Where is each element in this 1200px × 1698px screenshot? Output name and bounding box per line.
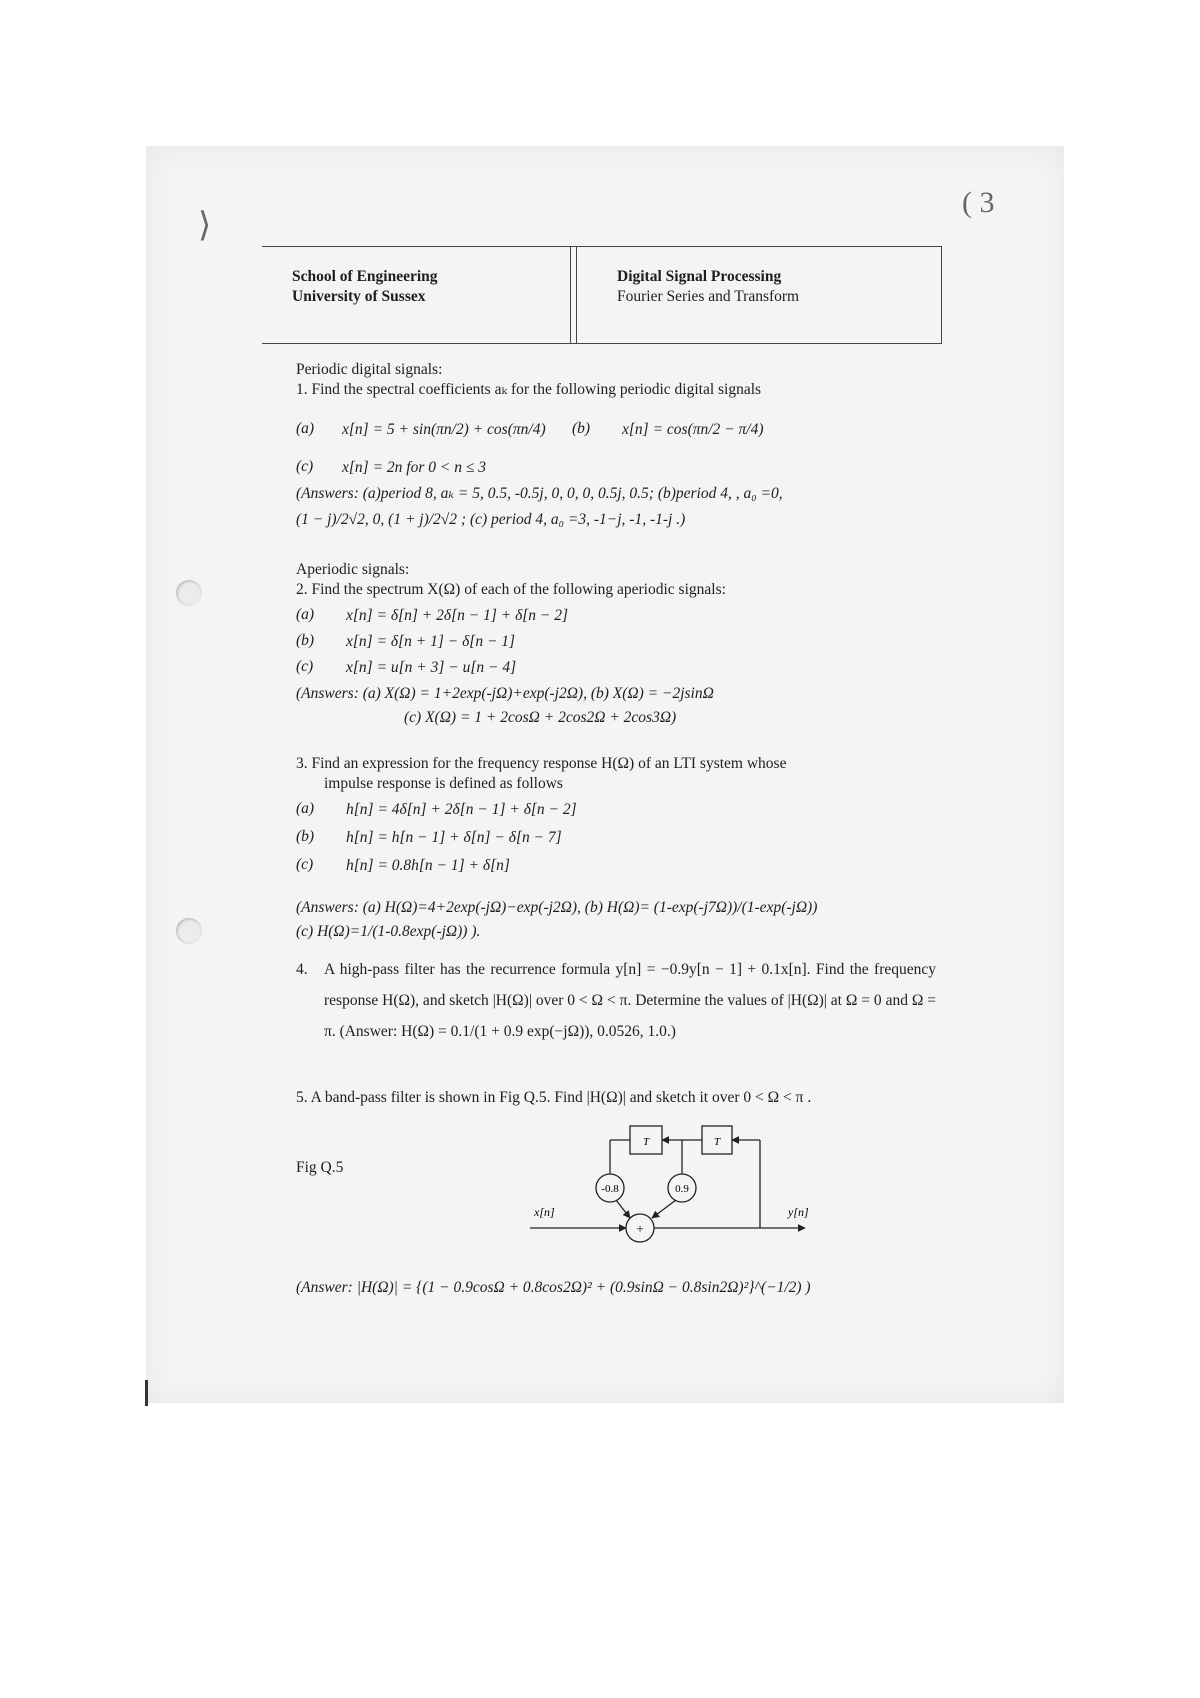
question-4-text: A high-pass filter has the recurrence formula y[n] = −0.9y[n − 1] + 0.1x[n]. Find the frequency response H(Ω), and sketch |H(Ω)| over 0 < Ω < π. Determine the values of |H(Ω)| at Ω = 0 and Ω = π. (Answer: H(Ω) = 0.1/(1 + 0.9 exp(−jΩ)), 0.0526, 1.0.) [324,961,936,1040]
q2-label-c: (c) [296,658,314,675]
question-1: 1. Find the spectral coefficients aₖ for the following periodic digital signals [296,381,762,398]
q3-eq-a: h[n] = 4δ[n] + 2δ[n − 1] + δ[n − 2] [346,801,577,818]
punch-hole-upper [176,580,202,606]
q2-label-a: (a) [296,606,315,623]
q1-label-c: (c) [296,458,314,475]
q3-label-a: (a) [296,800,315,817]
summer-label: + [636,1221,644,1236]
q3-eq-b: h[n] = h[n − 1] + δ[n] − δ[n − 7] [346,829,562,846]
q2-answer-line1: (Answers: (a) X(Ω) = 1+2exp(-jΩ)+exp(-j2Ω), (b) X(Ω) = −2jsinΩ [296,685,714,702]
corner-page-mark: ( 3 [962,186,995,219]
q1-eq-c: x[n] = 2n for 0 < n ≤ 3 [342,459,486,476]
coefficient-label-1: -0.8 [601,1183,619,1195]
q3-answer-line2: (c) H(Ω)=1/(1-0.8exp(-jΩ)) ). [296,923,481,940]
topic-title: Fourier Series and Transform [617,288,800,305]
q2-answer-line2: (c) X(Ω) = 1 + 2cosΩ + 2cos2Ω + 2cos3Ω) [404,709,677,726]
delay-label-right: T [713,1136,721,1148]
q1-label-a: (a) [296,420,315,437]
q3-label-c: (c) [296,856,314,873]
q2-eq-c: x[n] = u[n + 3] − u[n − 4] [346,659,517,676]
question-4-number: 4. [296,961,308,978]
q1-eq-b: x[n] = cos(πn/2 − π/4) [622,421,764,438]
header-right-box [570,246,942,344]
q3-eq-c: h[n] = 0.8h[n − 1] + δ[n] [346,857,510,874]
q2-eq-b: x[n] = δ[n + 1] − δ[n − 1] [346,633,516,650]
periodic-heading: Periodic digital signals: [296,361,443,378]
university-name: University of Sussex [292,288,426,305]
question-3-line2: impulse response is defined as follows [324,775,563,792]
header-left-box [262,246,577,344]
q1-answer-line1: (Answers: (a)period 8, aₖ = 5, 0.5, -0.5j, 0, 0, 0, 0.5j, 0.5; (b)period 4, , a₀ =0, [296,485,783,502]
delay-label-left: T [642,1136,650,1148]
course-title: Digital Signal Processing [617,268,782,285]
q3-label-b: (b) [296,828,315,845]
q5-answer: (Answer: |H(Ω)| = {(1 − 0.9cosΩ + 0.8cos2Ω)² + (0.9sinΩ − 0.8sin2Ω)²}^(−1/2) ) [296,1279,811,1296]
question-2: 2. Find the spectrum X(Ω) of each of the following aperiodic signals: [296,581,726,598]
question-3-line1: 3. Find an expression for the frequency response H(Ω) of an LTI system whose [296,755,787,772]
q3-answer-line1: (Answers: (a) H(Ω)=4+2exp(-jΩ)−exp(-j2Ω), (b) H(Ω)= (1-exp(-j7Ω))/(1-exp(-jΩ)) [296,899,818,916]
output-label: y[n] [788,1205,809,1219]
school-name: School of Engineering [292,268,438,285]
q2-label-b: (b) [296,632,315,649]
aperiodic-heading: Aperiodic signals: [296,561,410,578]
q2-eq-a: x[n] = δ[n] + 2δ[n − 1] + δ[n − 2] [346,607,569,624]
band-pass-filter-diagram [520,1120,820,1250]
coefficient-label-2: 0.9 [675,1183,689,1195]
margin-mark: ⟩ [198,207,212,244]
q1-answer-line2: (1 − j)/2√2, 0, (1 + j)/2√2 ; (c) period 4, a₀ =3, -1−j, -1, -1-j .) [296,511,686,528]
question-5: 5. A band-pass filter is shown in Fig Q.5. Find |H(Ω)| and sketch it over 0 < Ω < π . [296,1089,812,1106]
q1-label-b: (b) [572,420,591,437]
q1-eq-a: x[n] = 5 + sin(πn/2) + cos(πn/4) [342,421,546,438]
punch-hole-lower [176,918,202,944]
input-label: x[n] [534,1205,555,1219]
scan-edge-mark [145,1380,148,1406]
figure-label: Fig Q.5 [296,1159,344,1176]
